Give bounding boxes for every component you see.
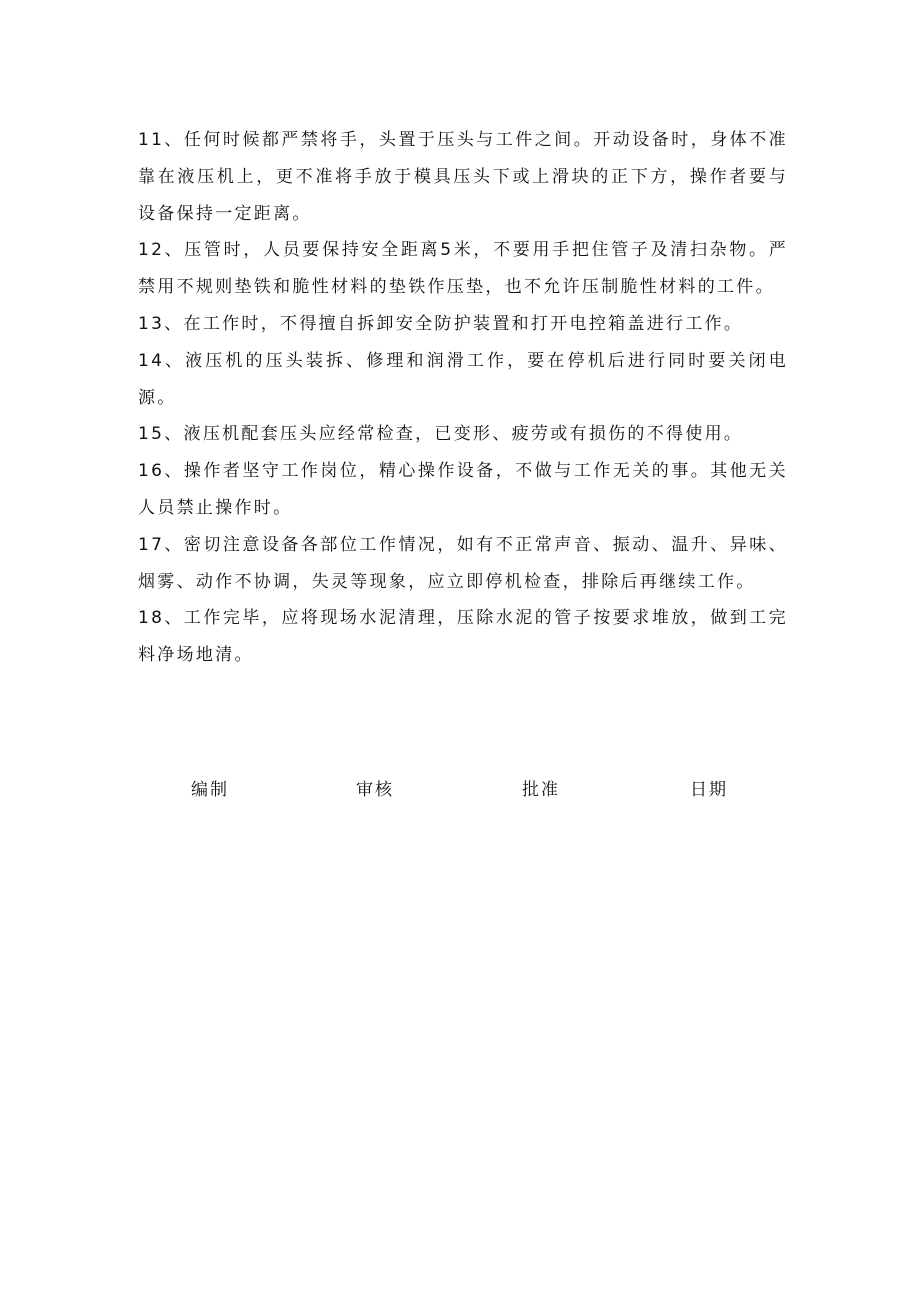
rule-item-17: 17、密切注意设备各部位工作情况，如有不正常声音、振动、温升、异味、烟雾、动作不协调，失灵等现象，应立即停机检查，排除后再继续工作。	[138, 534, 788, 592]
rule-item-14: 14、液压机的压头装拆、修理和润滑工作，要在停机后进行同时要关闭电源。	[138, 350, 788, 408]
document-body	[138, 122, 788, 674]
signature-approved-label: 批准	[522, 780, 560, 800]
signature-reviewed-label: 审核	[356, 780, 394, 800]
rule-item-16: 16、操作者坚守工作岗位，精心操作设备，不做与工作无关的事。其他无关人员禁止操作时。	[138, 461, 788, 518]
rule-item-13: 13、在工作时，不得擅自拆卸安全防护装置和打开电控箱盖进行工作。	[138, 313, 744, 334]
rule-item-18: 18、工作完毕，应将现场水泥清理，压除水泥的管子按要求堆放，做到工完料净场地清。	[138, 608, 788, 666]
signature-row	[0, 772, 920, 808]
rule-item-15: 15、液压机配套压头应经常检查，已变形、疲劳或有损伤的不得使用。	[138, 424, 744, 445]
signature-compiled-label: 编制	[191, 780, 229, 800]
signature-date-label: 日期	[690, 780, 728, 800]
rule-item-12: 12、压管时，人员要保持安全距离5米，不要用手把住管子及清扫杂物。严禁用不规则垫铁和脆性材料的垫铁作压垫，也不允许压制脆性材料的工件。	[138, 240, 788, 298]
rule-item-11: 11、任何时候都严禁将手，头置于压头与工件之间。开动设备时，身体不准靠在液压机上，更不准将手放于模具压头下或上滑块的正下方，操作者要与设备保持一定距离。	[138, 130, 788, 224]
